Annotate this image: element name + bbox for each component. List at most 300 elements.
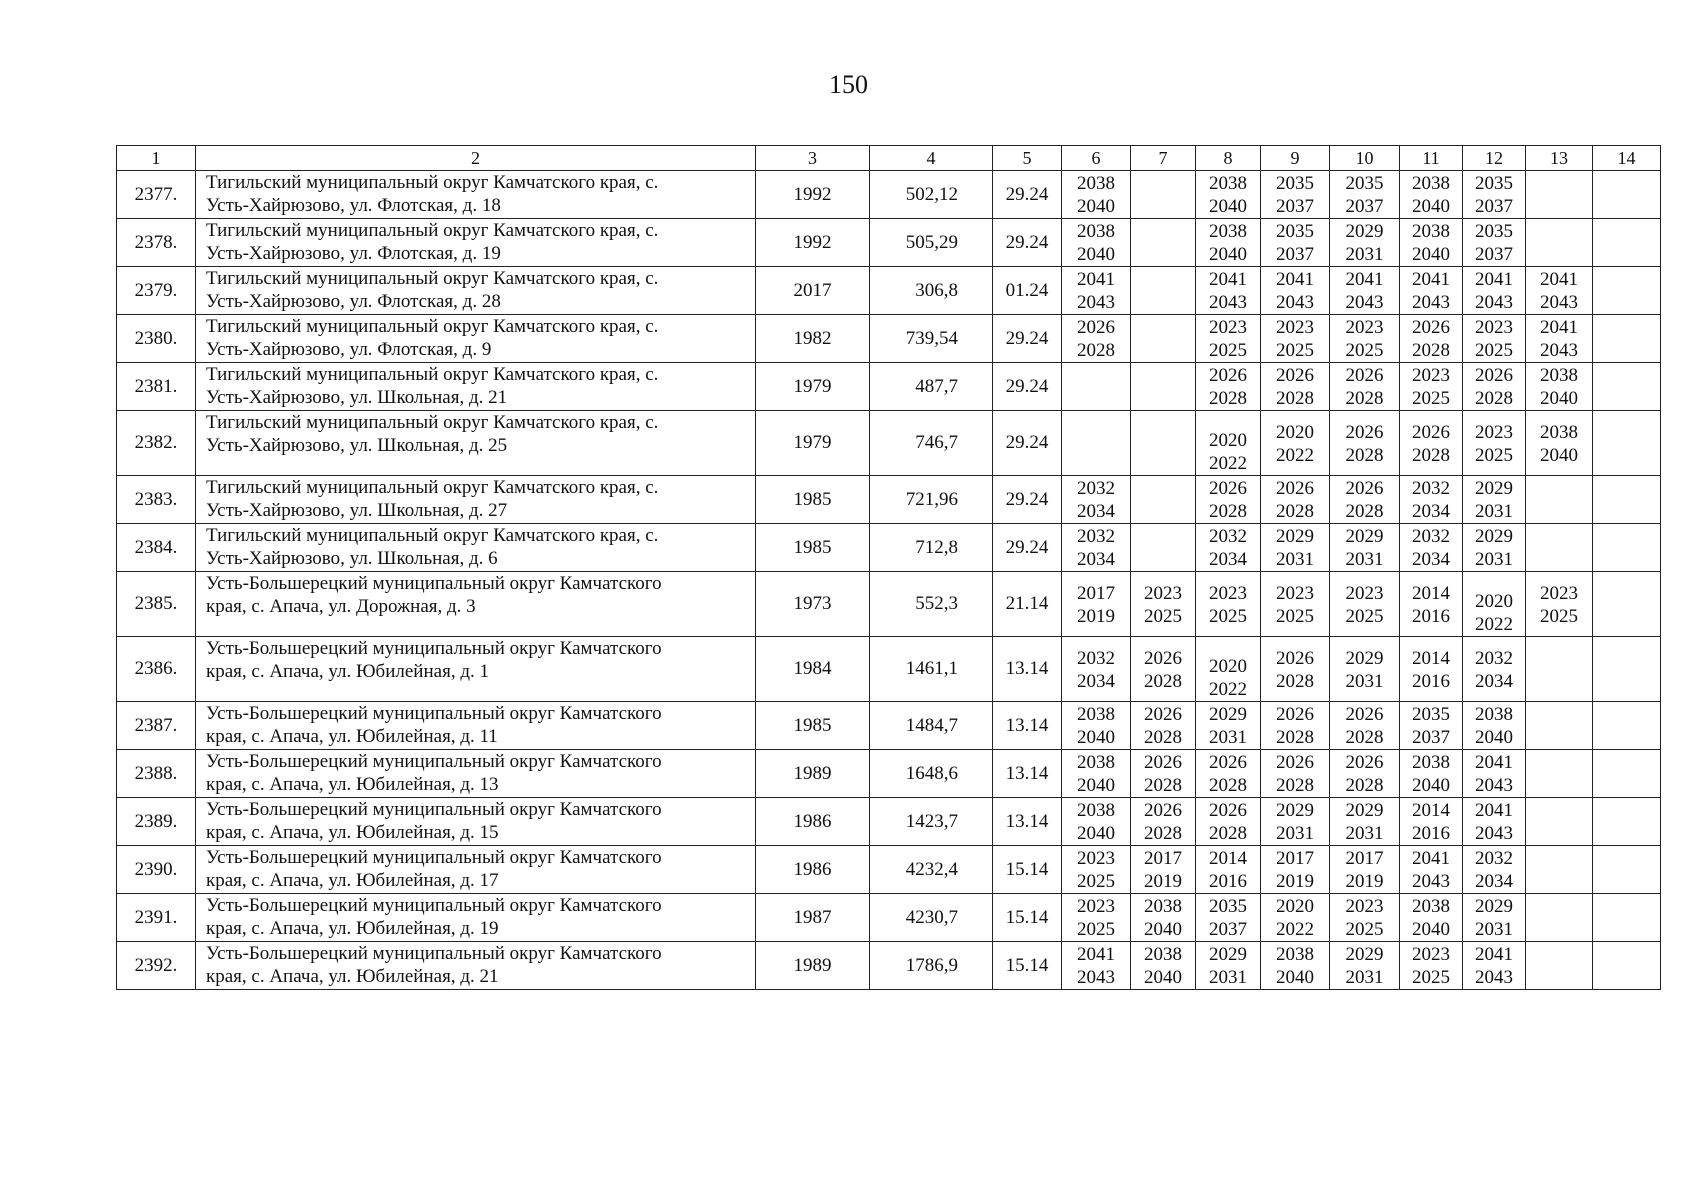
- period-cell-col-9: [1261, 476, 1330, 524]
- period-start-year: 2035: [1209, 896, 1247, 917]
- address-line: края, с. Апача, ул. Юбилейная, д. 17: [206, 870, 499, 891]
- period-start-year: 2029: [1475, 478, 1513, 499]
- period-cell-col-8: [1196, 411, 1261, 476]
- period-end-year: 2028: [1209, 388, 1247, 409]
- period-start-year: 2026: [1345, 421, 1384, 443]
- period-start-year: 2035: [1345, 173, 1384, 194]
- period-end-year: 2028: [1209, 775, 1247, 796]
- period-cell-col-9: [1261, 942, 1330, 990]
- period-cell-col-14: [1593, 524, 1661, 572]
- code-cell: 29.24: [993, 476, 1062, 524]
- building-registry-table: [116, 145, 1661, 990]
- period-end-year: 2028: [1144, 670, 1182, 692]
- period-start-year: 2032: [1475, 848, 1513, 869]
- table-row: [117, 363, 1661, 411]
- period-end-year: 2028: [1144, 823, 1182, 844]
- build-year-cell: 1985: [756, 524, 870, 572]
- period-start-year: 2029: [1209, 944, 1247, 965]
- address-line: Усть-Хайрюзово, ул. Флотская, д. 19: [206, 243, 501, 264]
- period-cell-col-12: [1463, 572, 1526, 637]
- period-cell-col-9: [1261, 894, 1330, 942]
- period-end-year: 2025: [1345, 340, 1384, 361]
- address-line: Усть-Большерецкий муниципальный округ Камчатского: [206, 751, 662, 772]
- period-end-year: 2028: [1345, 727, 1384, 748]
- period-cell-col-6: [1062, 219, 1131, 267]
- period-cell-col-6: [1062, 798, 1131, 846]
- address-line: Усть-Хайрюзово, ул. Школьная, д. 6: [206, 548, 498, 569]
- address-line: Усть-Большерецкий муниципальный округ Камчатского: [206, 703, 662, 724]
- period-cell-col-7: [1131, 171, 1196, 219]
- period-cell-col-6: [1062, 171, 1131, 219]
- period-cell-col-7: [1131, 894, 1196, 942]
- period-start-year: 2020: [1209, 656, 1247, 677]
- code-cell: 15.14: [993, 942, 1062, 990]
- period-end-year: 2025: [1144, 605, 1182, 627]
- period-end-year: 2028: [1276, 670, 1314, 692]
- row-number: 2390.: [117, 846, 196, 894]
- period-cell-col-13: [1526, 315, 1593, 363]
- period-end-year: 2022: [1209, 679, 1247, 700]
- column-header-8: 8: [1196, 146, 1261, 171]
- address-line: Тигильский муниципальный округ Камчатского края, с.: [206, 268, 659, 289]
- period-end-year: 2040: [1412, 775, 1450, 796]
- period-start-year: 2038: [1209, 173, 1247, 194]
- period-end-year: 2040: [1209, 196, 1247, 217]
- period-start-year: 2038: [1077, 704, 1115, 725]
- period-cell-col-6: [1062, 315, 1131, 363]
- period-start-year: 2026: [1077, 317, 1115, 338]
- period-start-year: 2038: [1412, 221, 1450, 242]
- period-cell-col-10: [1330, 894, 1400, 942]
- period-end-year: 2040: [1412, 919, 1450, 940]
- period-start-year: 2026: [1209, 365, 1247, 386]
- period-cell-col-12: [1463, 411, 1526, 476]
- period-cell-col-11: [1400, 798, 1463, 846]
- code-cell: 01.24: [993, 267, 1062, 315]
- period-end-year: 2028: [1209, 823, 1247, 844]
- period-cell-col-11: [1400, 476, 1463, 524]
- period-cell-col-10: [1330, 637, 1400, 702]
- table-row: [117, 219, 1661, 267]
- column-header-6: 6: [1062, 146, 1131, 171]
- period-end-year: 2019: [1345, 871, 1384, 892]
- period-start-year: 2038: [1412, 173, 1450, 194]
- period-start-year: 2014: [1412, 647, 1450, 669]
- period-start-year: 2020: [1276, 896, 1314, 917]
- period-end-year: 2031: [1276, 549, 1314, 570]
- period-end-year: 2043: [1475, 967, 1513, 988]
- address-line: Усть-Большерецкий муниципальный округ Камчатского: [206, 895, 662, 916]
- period-end-year: 2031: [1475, 919, 1513, 940]
- address-cell: [196, 750, 756, 798]
- period-end-year: 2025: [1540, 605, 1578, 627]
- period-start-year: 2029: [1475, 526, 1513, 547]
- table-row: [117, 315, 1661, 363]
- period-end-year: 2016: [1412, 670, 1450, 692]
- period-cell-col-7: [1131, 267, 1196, 315]
- address-line: Тигильский муниципальный округ Камчатского края, с.: [206, 477, 659, 498]
- period-start-year: 2038: [1209, 221, 1247, 242]
- period-start-year: 2029: [1276, 526, 1314, 547]
- address-line: Тигильский муниципальный округ Камчатского края, с.: [206, 525, 659, 546]
- address-line: Усть-Большерецкий муниципальный округ Камчатского: [206, 799, 662, 820]
- period-start-year: 2038: [1077, 752, 1115, 773]
- period-end-year: 2037: [1412, 727, 1450, 748]
- period-cell-col-9: [1261, 702, 1330, 750]
- period-end-year: 2019: [1144, 871, 1182, 892]
- period-cell-col-6: [1062, 411, 1131, 476]
- period-start-year: 2029: [1345, 800, 1384, 821]
- period-end-year: 2028: [1276, 775, 1314, 796]
- period-cell-col-13: [1526, 798, 1593, 846]
- period-cell-col-13: [1526, 942, 1593, 990]
- period-cell-col-8: [1196, 363, 1261, 411]
- code-cell: 29.24: [993, 171, 1062, 219]
- column-header-12: 12: [1463, 146, 1526, 171]
- address-line: Усть-Большерецкий муниципальный округ Камчатского: [206, 847, 662, 868]
- period-cell-col-14: [1593, 750, 1661, 798]
- build-year-cell: 1987: [756, 894, 870, 942]
- period-cell-col-10: [1330, 363, 1400, 411]
- period-cell-col-12: [1463, 750, 1526, 798]
- period-cell-col-8: [1196, 846, 1261, 894]
- period-cell-col-7: [1131, 411, 1196, 476]
- period-cell-col-12: [1463, 267, 1526, 315]
- period-cell-col-13: [1526, 363, 1593, 411]
- period-end-year: 2028: [1077, 340, 1115, 361]
- address-cell: [196, 702, 756, 750]
- area-cell: 739,54: [870, 315, 993, 363]
- row-number: 2384.: [117, 524, 196, 572]
- period-cell-col-6: [1062, 894, 1131, 942]
- period-cell-col-13: [1526, 637, 1593, 702]
- period-cell-col-6: [1062, 524, 1131, 572]
- period-cell-col-6: [1062, 702, 1131, 750]
- period-start-year: 2041: [1077, 944, 1115, 965]
- area-cell: 1484,7: [870, 702, 993, 750]
- address-cell: [196, 315, 756, 363]
- address-line: Тигильский муниципальный округ Камчатского края, с.: [206, 412, 659, 433]
- period-cell-col-11: [1400, 702, 1463, 750]
- period-cell-col-13: [1526, 894, 1593, 942]
- table-row: [117, 411, 1661, 476]
- period-end-year: 2028: [1276, 388, 1314, 409]
- period-end-year: 2022: [1276, 444, 1314, 466]
- row-number: 2380.: [117, 315, 196, 363]
- period-start-year: 2026: [1276, 478, 1314, 499]
- period-cell-col-13: [1526, 846, 1593, 894]
- period-cell-col-8: [1196, 637, 1261, 702]
- period-start-year: 2026: [1345, 704, 1384, 725]
- period-start-year: 2038: [1540, 365, 1578, 386]
- period-cell-col-14: [1593, 219, 1661, 267]
- code-cell: 21.14: [993, 572, 1062, 637]
- table-row: [117, 702, 1661, 750]
- period-cell-col-13: [1526, 524, 1593, 572]
- period-end-year: 2040: [1540, 444, 1578, 466]
- period-start-year: 2026: [1276, 365, 1314, 386]
- period-cell-col-9: [1261, 524, 1330, 572]
- period-cell-col-8: [1196, 702, 1261, 750]
- period-cell-col-9: [1261, 637, 1330, 702]
- period-end-year: 2031: [1209, 727, 1247, 748]
- period-cell-col-7: [1131, 363, 1196, 411]
- table-row: [117, 894, 1661, 942]
- period-cell-col-12: [1463, 846, 1526, 894]
- period-start-year: 2032: [1475, 647, 1513, 669]
- period-cell-col-8: [1196, 171, 1261, 219]
- period-cell-col-13: [1526, 267, 1593, 315]
- period-start-year: 2017: [1276, 848, 1314, 869]
- period-cell-col-11: [1400, 942, 1463, 990]
- address-line: Усть-Хайрюзово, ул. Флотская, д. 18: [206, 195, 501, 216]
- period-start-year: 2023: [1345, 582, 1384, 604]
- period-start-year: 2032: [1412, 478, 1450, 499]
- period-cell-col-8: [1196, 267, 1261, 315]
- period-start-year: 2023: [1209, 317, 1247, 338]
- period-start-year: 2041: [1475, 944, 1513, 965]
- build-year-cell: 1992: [756, 171, 870, 219]
- address-cell: [196, 476, 756, 524]
- period-start-year: 2041: [1412, 848, 1450, 869]
- address-line: края, с. Апача, ул. Юбилейная, д. 13: [206, 774, 499, 795]
- period-cell-col-9: [1261, 171, 1330, 219]
- code-cell: 29.24: [993, 315, 1062, 363]
- table-row: [117, 171, 1661, 219]
- period-cell-col-12: [1463, 702, 1526, 750]
- period-start-year: 2023: [1345, 317, 1384, 338]
- period-start-year: 2038: [1475, 704, 1513, 725]
- period-start-year: 2029: [1475, 896, 1513, 917]
- period-cell-col-13: [1526, 171, 1593, 219]
- period-start-year: 2023: [1144, 582, 1182, 604]
- period-start-year: 2023: [1540, 582, 1578, 604]
- period-end-year: 2025: [1412, 967, 1450, 988]
- code-cell: 13.14: [993, 798, 1062, 846]
- period-end-year: 2040: [1077, 823, 1115, 844]
- build-year-cell: 1973: [756, 572, 870, 637]
- period-cell-col-11: [1400, 219, 1463, 267]
- address-line: Усть-Хайрюзово, ул. Флотская, д. 28: [206, 291, 501, 312]
- period-cell-col-13: [1526, 572, 1593, 637]
- period-cell-col-13: [1526, 702, 1593, 750]
- table-row: [117, 750, 1661, 798]
- period-cell-col-8: [1196, 315, 1261, 363]
- period-cell-col-14: [1593, 411, 1661, 476]
- period-cell-col-10: [1330, 572, 1400, 637]
- period-start-year: 2038: [1144, 944, 1182, 965]
- period-end-year: 2019: [1077, 605, 1115, 627]
- address-cell: [196, 798, 756, 846]
- column-header-11: 11: [1400, 146, 1463, 171]
- period-cell-col-7: [1131, 572, 1196, 637]
- period-end-year: 2043: [1540, 292, 1578, 313]
- area-cell: 1648,6: [870, 750, 993, 798]
- period-cell-col-10: [1330, 524, 1400, 572]
- column-header-5: 5: [993, 146, 1062, 171]
- period-end-year: 2028: [1345, 388, 1384, 409]
- period-cell-col-14: [1593, 942, 1661, 990]
- period-start-year: 2023: [1209, 582, 1247, 604]
- row-number: 2381.: [117, 363, 196, 411]
- period-cell-col-8: [1196, 524, 1261, 572]
- address-cell: [196, 363, 756, 411]
- period-end-year: 2028: [1412, 444, 1450, 466]
- period-end-year: 2025: [1276, 340, 1314, 361]
- period-cell-col-6: [1062, 846, 1131, 894]
- period-end-year: 2040: [1412, 196, 1450, 217]
- period-cell-col-6: [1062, 637, 1131, 702]
- table-row: [117, 267, 1661, 315]
- period-start-year: 2038: [1412, 896, 1450, 917]
- period-end-year: 2031: [1475, 549, 1513, 570]
- column-header-14: 14: [1593, 146, 1661, 171]
- period-start-year: 2041: [1540, 317, 1578, 338]
- period-cell-col-7: [1131, 637, 1196, 702]
- period-end-year: 2040: [1540, 388, 1578, 409]
- period-end-year: 2043: [1345, 292, 1384, 313]
- period-start-year: 2023: [1345, 896, 1384, 917]
- period-end-year: 2037: [1345, 196, 1384, 217]
- address-cell: [196, 942, 756, 990]
- build-year-cell: 1982: [756, 315, 870, 363]
- period-end-year: 2025: [1475, 340, 1513, 361]
- build-year-cell: 1979: [756, 411, 870, 476]
- address-cell: [196, 267, 756, 315]
- address-line: Тигильский муниципальный округ Камчатского края, с.: [206, 364, 659, 385]
- page-number: 150: [829, 70, 868, 99]
- period-start-year: 2017: [1345, 848, 1384, 869]
- period-cell-col-9: [1261, 219, 1330, 267]
- period-cell-col-12: [1463, 894, 1526, 942]
- address-cell: [196, 524, 756, 572]
- period-cell-col-7: [1131, 315, 1196, 363]
- period-cell-col-11: [1400, 315, 1463, 363]
- period-end-year: 2028: [1475, 388, 1513, 409]
- period-start-year: 2026: [1345, 478, 1384, 499]
- area-cell: 487,7: [870, 363, 993, 411]
- period-cell-col-8: [1196, 476, 1261, 524]
- period-end-year: 2043: [1077, 967, 1115, 988]
- address-line: края, с. Апача, ул. Дорожная, д. 3: [206, 596, 476, 617]
- period-cell-col-9: [1261, 267, 1330, 315]
- period-start-year: 2038: [1276, 944, 1314, 965]
- address-line: Тигильский муниципальный округ Камчатского края, с.: [206, 220, 659, 241]
- period-start-year: 2032: [1077, 478, 1115, 499]
- area-cell: 746,7: [870, 411, 993, 476]
- period-cell-col-9: [1261, 315, 1330, 363]
- code-cell: 29.24: [993, 524, 1062, 572]
- period-end-year: 2028: [1144, 727, 1182, 748]
- period-end-year: 2034: [1077, 501, 1115, 522]
- build-year-cell: 1992: [756, 219, 870, 267]
- area-cell: 721,96: [870, 476, 993, 524]
- code-cell: 13.14: [993, 750, 1062, 798]
- period-cell-col-11: [1400, 524, 1463, 572]
- period-start-year: 2038: [1077, 221, 1115, 242]
- period-cell-col-10: [1330, 267, 1400, 315]
- period-cell-col-6: [1062, 363, 1131, 411]
- period-cell-col-7: [1131, 942, 1196, 990]
- period-cell-col-10: [1330, 476, 1400, 524]
- period-cell-col-12: [1463, 524, 1526, 572]
- period-start-year: 2017: [1144, 848, 1182, 869]
- period-end-year: 2025: [1345, 605, 1384, 627]
- period-end-year: 2025: [1209, 340, 1247, 361]
- period-start-year: 2023: [1077, 848, 1115, 869]
- build-year-cell: 1986: [756, 798, 870, 846]
- period-start-year: 2014: [1209, 848, 1247, 869]
- column-header-1: 1: [117, 146, 196, 171]
- row-number: 2382.: [117, 411, 196, 476]
- code-cell: 29.24: [993, 411, 1062, 476]
- period-start-year: 2041: [1209, 269, 1247, 290]
- period-end-year: 2043: [1412, 292, 1450, 313]
- period-start-year: 2029: [1345, 526, 1384, 547]
- period-cell-col-11: [1400, 171, 1463, 219]
- period-cell-col-10: [1330, 942, 1400, 990]
- period-end-year: 2028: [1345, 501, 1384, 522]
- row-number: 2387.: [117, 702, 196, 750]
- period-start-year: 2032: [1209, 526, 1247, 547]
- period-cell-col-6: [1062, 267, 1131, 315]
- period-cell-col-9: [1261, 846, 1330, 894]
- table-row: [117, 476, 1661, 524]
- period-end-year: 2040: [1077, 244, 1115, 265]
- period-start-year: 2026: [1144, 752, 1182, 773]
- period-cell-col-14: [1593, 572, 1661, 637]
- period-end-year: 2034: [1077, 549, 1115, 570]
- period-end-year: 2025: [1475, 444, 1513, 466]
- period-end-year: 2028: [1345, 775, 1384, 796]
- period-end-year: 2025: [1412, 388, 1450, 409]
- table-row: [117, 637, 1661, 702]
- period-start-year: 2020: [1276, 421, 1314, 443]
- area-cell: 306,8: [870, 267, 993, 315]
- period-end-year: 2043: [1475, 775, 1513, 796]
- period-cell-col-14: [1593, 315, 1661, 363]
- period-end-year: 2040: [1276, 967, 1314, 988]
- period-cell-col-14: [1593, 798, 1661, 846]
- column-header-13: 13: [1526, 146, 1593, 171]
- period-start-year: 2023: [1475, 421, 1513, 443]
- code-cell: 15.14: [993, 894, 1062, 942]
- period-cell-col-7: [1131, 476, 1196, 524]
- period-cell-col-12: [1463, 798, 1526, 846]
- address-line: Тигильский муниципальный округ Камчатского края, с.: [206, 316, 659, 337]
- period-cell-col-11: [1400, 267, 1463, 315]
- period-end-year: 2040: [1475, 727, 1513, 748]
- address-line: Усть-Большерецкий муниципальный округ Камчатского: [206, 573, 662, 594]
- table-row: [117, 846, 1661, 894]
- period-cell-col-12: [1463, 476, 1526, 524]
- period-start-year: 2026: [1144, 800, 1182, 821]
- period-end-year: 2016: [1412, 605, 1450, 627]
- build-year-cell: 1989: [756, 750, 870, 798]
- period-start-year: 2041: [1412, 269, 1450, 290]
- period-start-year: 2023: [1475, 317, 1513, 338]
- code-cell: 15.14: [993, 846, 1062, 894]
- row-number: 2377.: [117, 171, 196, 219]
- period-end-year: 2019: [1276, 871, 1314, 892]
- period-end-year: 2043: [1412, 871, 1450, 892]
- area-cell: 502,12: [870, 171, 993, 219]
- table-row: [117, 798, 1661, 846]
- period-end-year: 2025: [1077, 871, 1115, 892]
- period-cell-col-11: [1400, 637, 1463, 702]
- period-start-year: 2035: [1475, 173, 1513, 194]
- period-cell-col-11: [1400, 846, 1463, 894]
